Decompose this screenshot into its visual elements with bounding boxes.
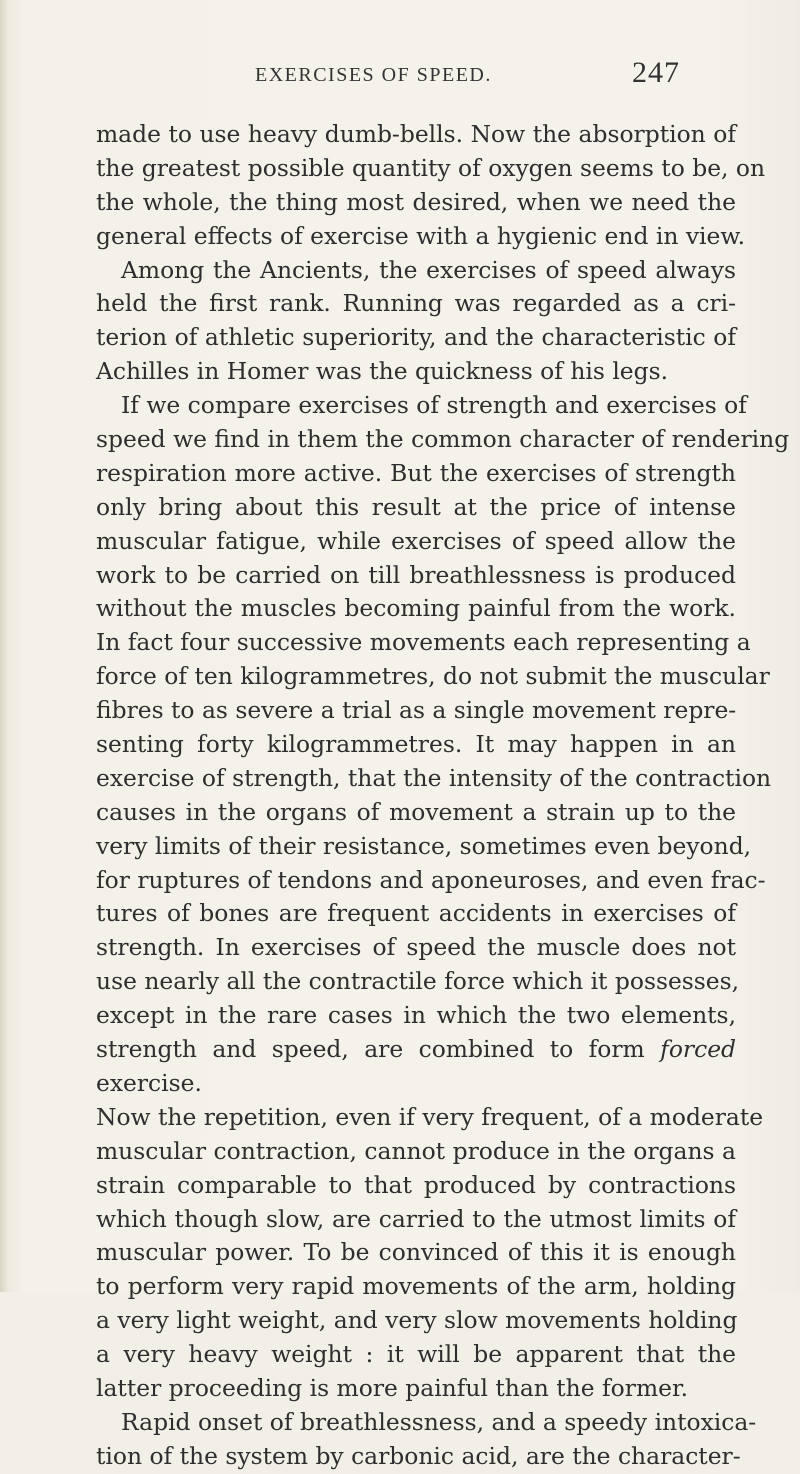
text-line: latter proceeding is more painful than the former.	[96, 1373, 689, 1402]
text-line: without the muscles becoming painful from the work.	[96, 594, 736, 623]
running-title: EXERCISES OF SPEED.	[255, 64, 492, 86]
text-line: work to be carried on till breathlessness is produced	[96, 560, 736, 589]
text-line: made to use heavy dumb-bells. Now the absorption of	[96, 120, 736, 148]
text-line: to perform very rapid movements of the arm, holding	[96, 1272, 736, 1301]
text-line: the whole, the thing most desired, when we need the	[96, 187, 736, 216]
text-line: speed we find in them the common character of rendering	[96, 425, 790, 454]
text-line: muscular contraction, cannot produce in the organs a	[96, 1136, 736, 1165]
text-line: senting forty kilogrammetres. It may happen in an	[96, 730, 736, 759]
text-line: tion of the system by carbonic acid, are the character-	[96, 1441, 741, 1470]
text-line: respiration more active. But the exercises of strength	[96, 458, 736, 487]
text-line: a very light weight, and very slow movements holding	[96, 1306, 738, 1335]
paragraph-start-line: Rapid onset of breathlessness, and a speedy intoxica-	[121, 1407, 757, 1436]
text-line: muscular power. To be convinced of this it is enough	[96, 1238, 736, 1267]
text-line: held the first rank. Running was regarded as a cri-	[96, 289, 736, 318]
text-line: Now the repetition, even if very frequent, of a moderate	[96, 1102, 764, 1131]
text-line: exercise.	[96, 1068, 202, 1097]
text-line: muscular fatigue, while exercises of speed allow the	[96, 526, 736, 555]
text-line: the greatest possible quantity of oxygen seems to be, on	[96, 153, 766, 182]
text-line: except in the rare cases in which the two elements,	[96, 1001, 736, 1030]
page-number: 247	[632, 56, 680, 89]
text-line: strain comparable to that produced by contractions	[96, 1170, 736, 1199]
text-line: use nearly all the contractile force which it possesses,	[96, 967, 740, 996]
text-line: In fact four successive movements each representing a	[96, 628, 751, 657]
text-line: only bring about this result at the price of intense	[96, 492, 736, 521]
text-line: fibres to as severe a trial as a single movement repre-	[96, 696, 737, 725]
text-line: Achilles in Homer was the quickness of his legs.	[96, 357, 669, 386]
text-line: general effects of exercise with a hygienic end in view.	[96, 221, 746, 250]
text-line: force of ten kilogrammetres, do not submit the muscular	[96, 662, 770, 691]
text-line: for ruptures of tendons and aponeuroses, and even frac-	[96, 865, 766, 894]
text-line: a very heavy weight : it will be apparent that the	[96, 1340, 736, 1369]
running-head	[0, 56, 800, 96]
body-text	[96, 118, 790, 1474]
text-line: strength. In exercises of speed the muscle does not	[96, 933, 736, 962]
text-line-with-italic	[96, 1033, 736, 1067]
italic-word: forced	[660, 1035, 737, 1064]
paragraph-start-line: If we compare exercises of strength and exercises of	[121, 391, 747, 420]
text-line: which though slow, are carried to the utmost limits of	[96, 1204, 736, 1233]
text-line: causes in the organs of movement a strain up to the	[96, 797, 736, 826]
binding-shadow	[0, 0, 8, 1292]
text-line: exercise of strength, that the intensity of the contraction	[96, 763, 772, 792]
text-line: very limits of their resistance, sometimes even beyond,	[96, 831, 752, 860]
text-line-segment: strength and speed, are combined to form	[96, 1035, 645, 1064]
text-line: tures of bones are frequent accidents in exercises of	[96, 899, 736, 928]
paragraph-start-line: Among the Ancients, the exercises of speed always	[121, 255, 736, 284]
text-line: terion of athletic superiority, and the characteristic of	[96, 323, 736, 352]
